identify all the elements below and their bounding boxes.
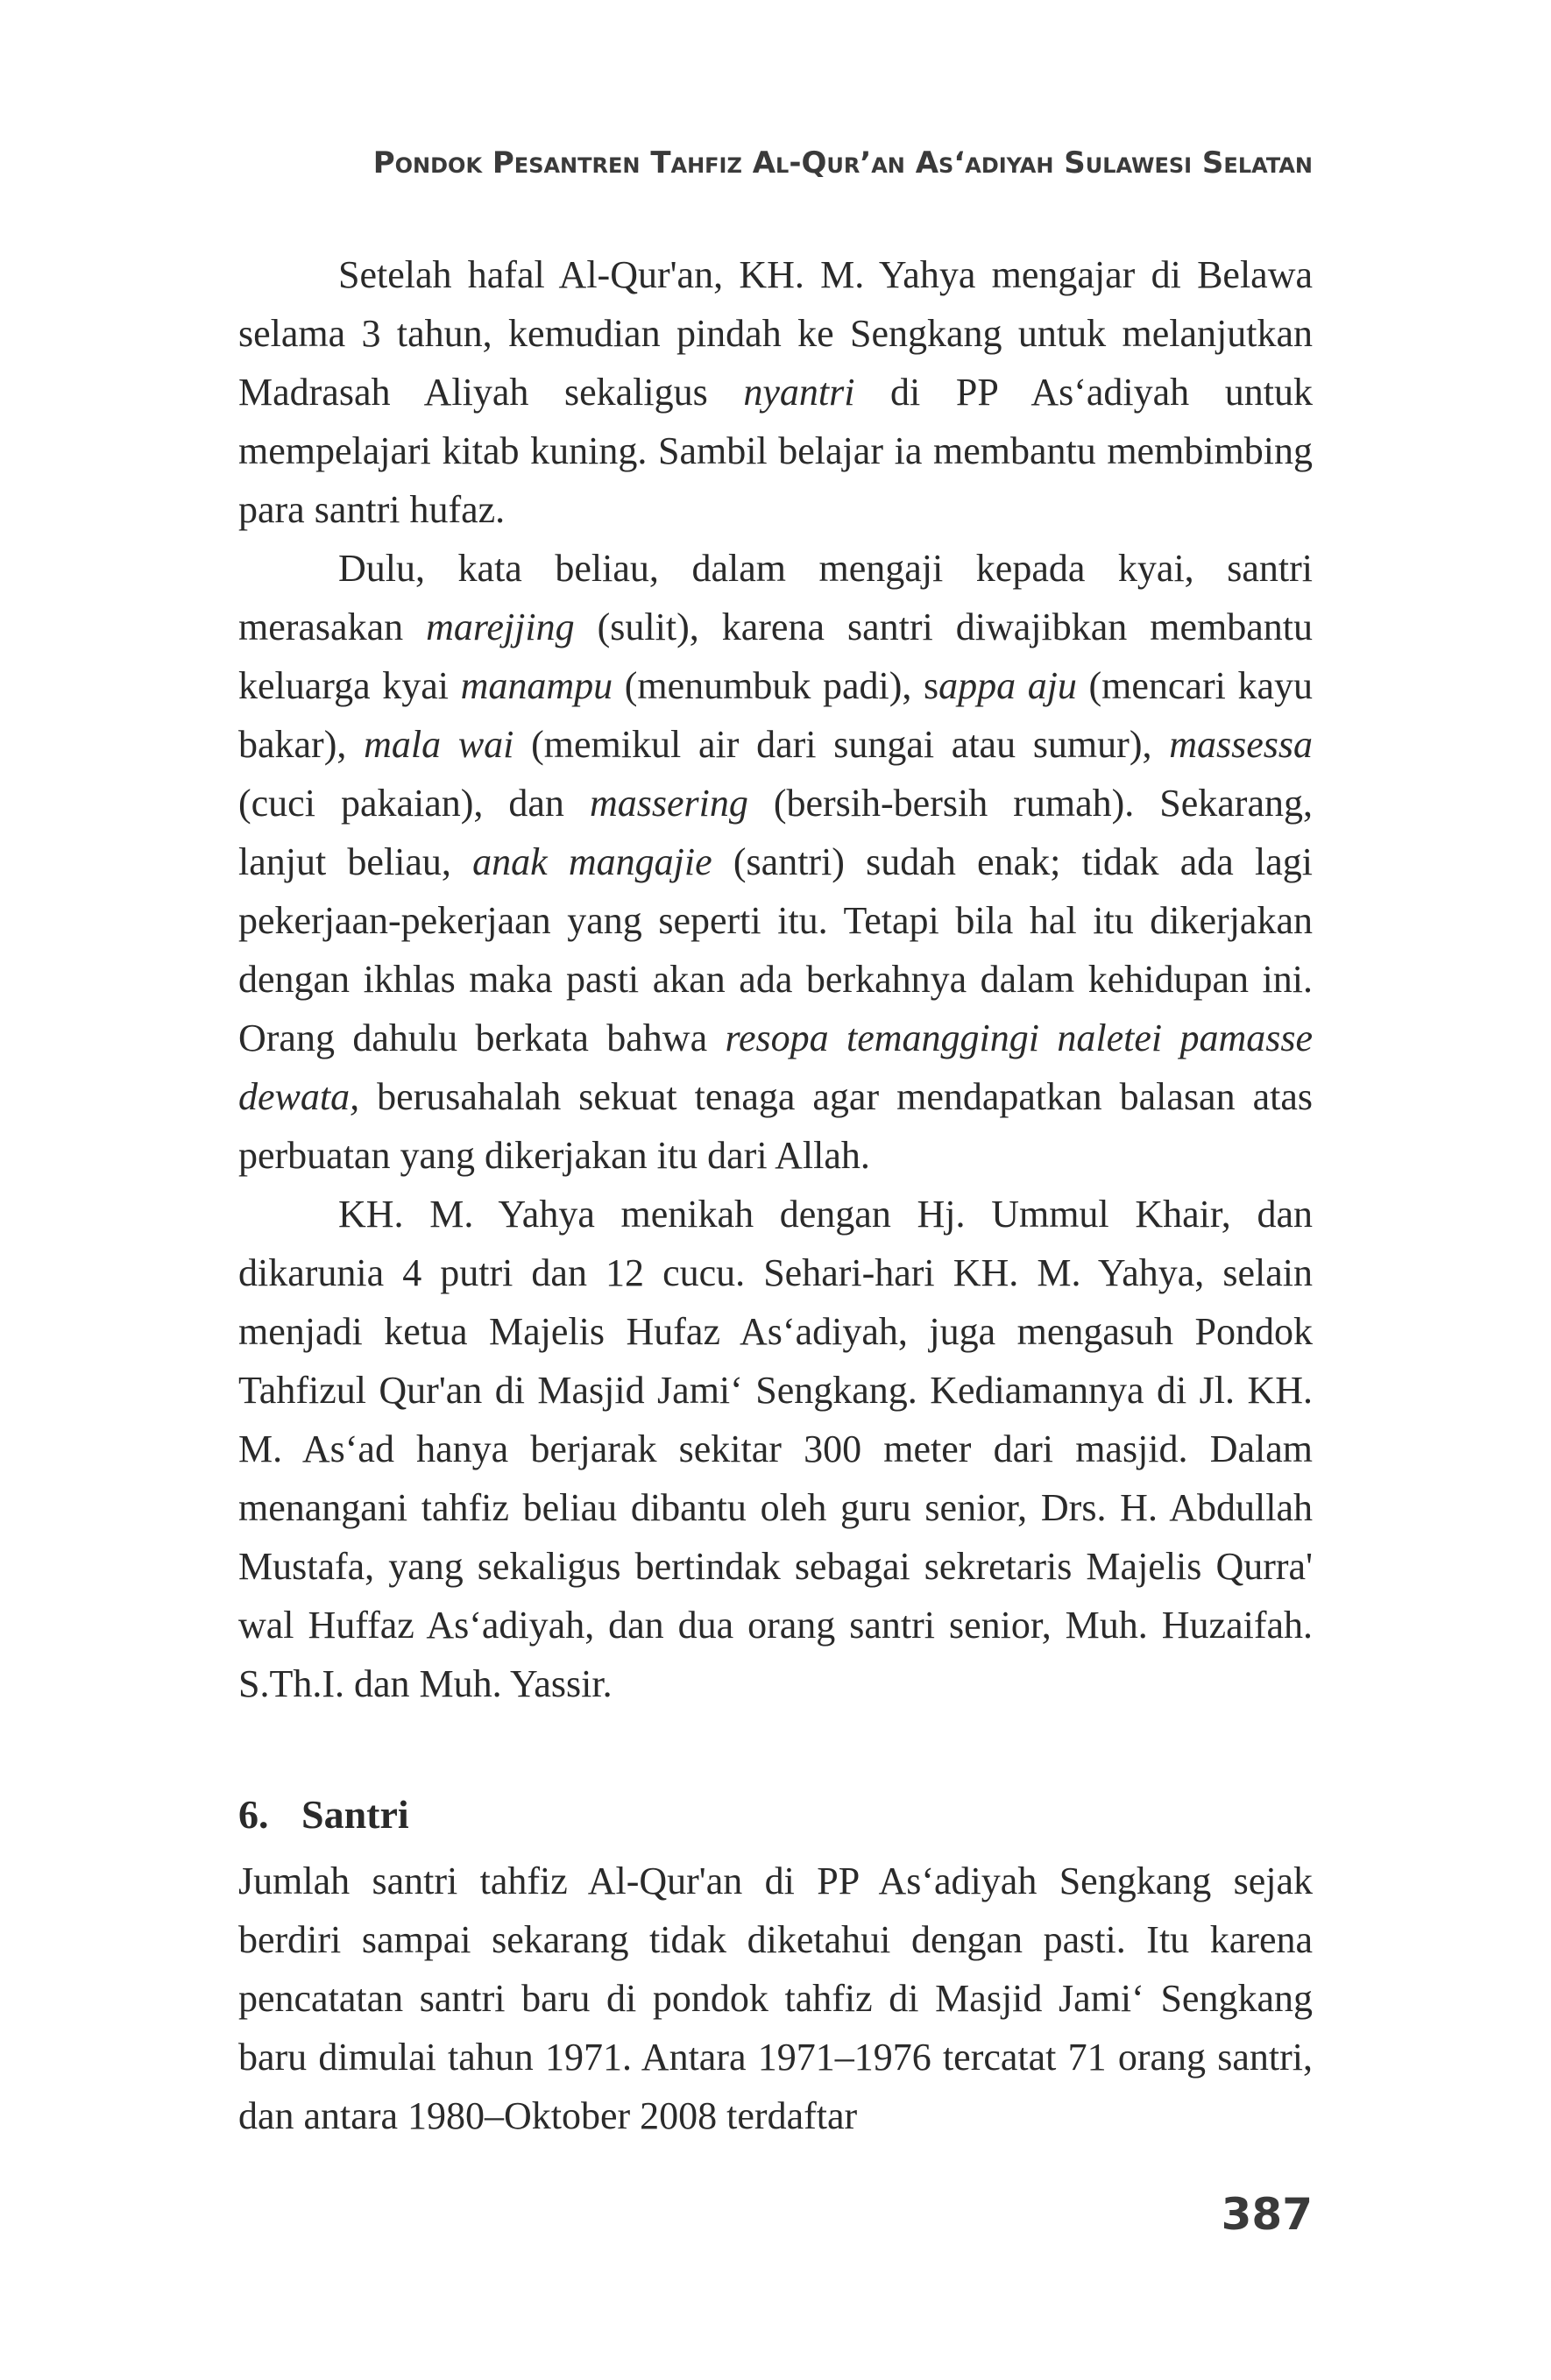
italic-term: resopa temanggingi naletei pamasse dewata,: [238, 1016, 1313, 1118]
italic-term: anak mangajie: [472, 840, 712, 883]
section-heading: [238, 1789, 1313, 1841]
section-paragraph: Jumlah santri tahfiz Al-Qur'an di PP As‘adiyah Sengkang sejak berdiri sampai sekarang tidak diketahui dengan pasti. Itu karena pencatatan santri baru di pondok tahfiz di Masjid Jami‘ Sengkang baru dimulai tahun 1971. Antara 1971–1976 tercatat 71 orang santri, dan antara 1980–Oktober 2008 terdaftar: [238, 1859, 1313, 2137]
paragraph-2: Dulu, kata beliau, dalam mengaji kepada kyai, santri merasakan marejjing (sulit), karena santri diwajibkan membantu keluarga kyai manampu (menumbuk padi), sappa aju (mencari kayu bakar), mala wai (memikul air dari sungai atau sumur), massessa (cuci pakaian), dan massering (bersih-bersih rumah). Sekarang, lanjut beliau, anak mangajie (santri) sudah enak; tidak ada lagi pekerjaan-pekerjaan yang seperti itu. Tetapi bila hal itu dikerjakan dengan ikhlas maka pasti akan ada berkahnya dalam kehidupan ini. Orang dahulu berkata bahwa resopa temanggingi naletei pamasse dewata, berusahalah sekuat tenaga agar mendapatkan balasan atas perbuatan yang dikerjakan itu dari Allah.: [238, 547, 1313, 1177]
italic-term: manampu: [460, 664, 613, 707]
italic-term: nyantri: [743, 371, 855, 414]
italic-term: massessa: [1169, 723, 1313, 766]
running-head: Pondok Pesantren Tahfiz Al-Qur’an As‘adiyah Sulawesi Selatan: [372, 145, 1313, 181]
italic-term: marejjing: [426, 606, 575, 648]
section-number: 6.: [238, 1792, 269, 1837]
page-number: 387: [1221, 2189, 1313, 2240]
section-title: Santri: [301, 1792, 409, 1837]
italic-term: appa aju: [938, 664, 1077, 707]
italic-term: mala wai: [364, 723, 514, 766]
italic-term: massering: [589, 782, 748, 825]
paragraph-3: KH. M. Yahya menikah dengan Hj. Ummul Khair, dan dikarunia 4 putri dan 12 cucu. Sehari-hari KH. M. Yahya, selain menjadi ketua Majelis Hufaz As‘adiyah, juga mengasuh Pondok Tahfizul Qur'an di Masjid Jami‘ Sengkang. Kediamannya di Jl. KH. M. As‘ad hanya berjarak sekitar 300 meter dari masjid. Dalam menangani tahfiz beliau dibantu oleh guru senior, Drs. H. Abdullah Mustafa, yang sekaligus bertindak sebagai sekretaris Majelis Qurra' wal Huffaz As‘adiyah, dan dua orang santri senior, Muh. Huzaifah. S.Th.I. dan Muh. Yassir.: [238, 1193, 1313, 1705]
paragraph-1: Setelah hafal Al-Qur'an, KH. M. Yahya mengajar di Belawa selama 3 tahun, kemudian pindah ke Sengkang untuk melanjutkan Madrasah Aliyah sekaligus nyantri di PP As‘adiyah untuk mempelajari kitab kuning. Sambil belajar ia membantu membimbing para santri hufaz.: [238, 253, 1313, 531]
body-text: [238, 245, 1313, 2145]
